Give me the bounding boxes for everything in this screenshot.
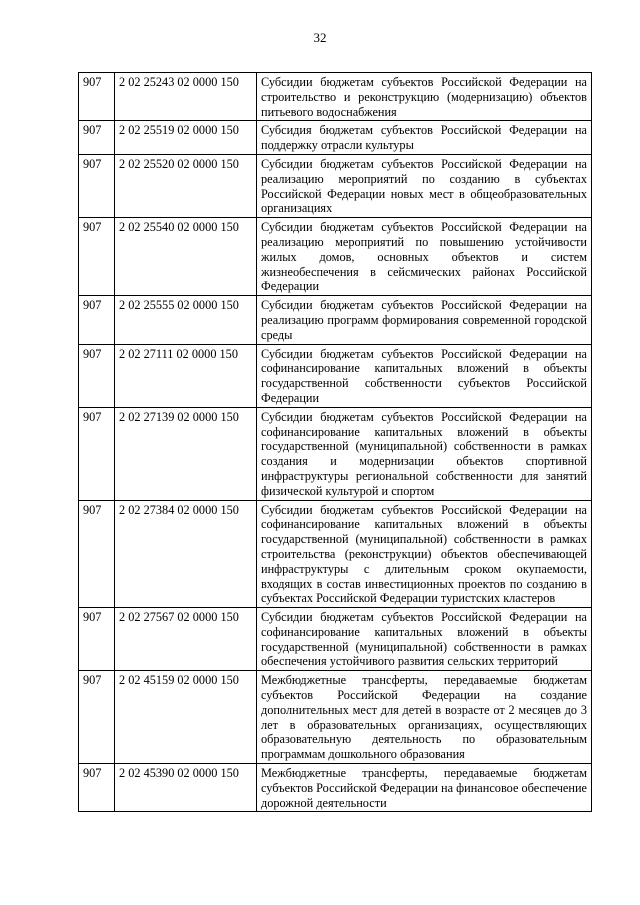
page-number: 32 xyxy=(313,30,327,45)
admin-code-cell: 907 xyxy=(79,344,115,407)
budget-code-cell: 2 02 25555 02 0000 150 xyxy=(115,296,257,344)
income-name-cell: Субсидия бюджетам субъектов Российской Федерации на поддержку отрасли культуры xyxy=(257,121,592,155)
income-name-cell: Субсидии бюджетам субъектов Российской Федерации на софинансирование капитальных вложений в объекты государственной собственности субъектов Российской Федерации xyxy=(257,344,592,407)
table-row xyxy=(79,500,592,608)
budget-codes-table xyxy=(78,72,592,812)
budget-code-cell: 2 02 27111 02 0000 150 xyxy=(115,344,257,407)
table-row xyxy=(79,407,592,500)
income-name-cell: Субсидии бюджетам субъектов Российской Федерации на реализацию мероприятий по повышению устойчивости жилых домов, основных объектов и систем жизнеобеспечения в сейсмических районах Российской Федерации xyxy=(257,218,592,296)
income-name-cell: Субсидии бюджетам субъектов Российской Федерации на строительство и реконструкцию (модернизацию) объектов питьевого водоснабжения xyxy=(257,73,592,121)
income-name-cell: Субсидии бюджетам субъектов Российской Федерации на софинансирование капитальных вложений в объекты государственной (муниципальной) собственности в рамках обеспечения устойчивого развития сельских территорий xyxy=(257,608,592,671)
budget-code-cell: 2 02 45159 02 0000 150 xyxy=(115,671,257,764)
table-row xyxy=(79,154,592,217)
income-name-cell: Субсидии бюджетам субъектов Российской Федерации на реализацию мероприятий по созданию в субъектах Российской Федерации новых мест в общеобразовательных организациях xyxy=(257,154,592,217)
budget-code-cell: 2 02 27384 02 0000 150 xyxy=(115,500,257,608)
income-name-cell: Субсидии бюджетам субъектов Российской Федерации на реализацию программ формирования современной городской среды xyxy=(257,296,592,344)
budget-code-cell: 2 02 25243 02 0000 150 xyxy=(115,73,257,121)
table-row xyxy=(79,344,592,407)
table-row xyxy=(79,671,592,764)
admin-code-cell: 907 xyxy=(79,154,115,217)
admin-code-cell: 907 xyxy=(79,296,115,344)
income-name-cell: Субсидии бюджетам субъектов Российской Федерации на софинансирование капитальных вложений в объекты государственной (муниципальной) собственности в рамках создания и модернизации объектов спортивной инфраструктуры региональной собственности для занятий физической культурой и спортом xyxy=(257,407,592,500)
budget-code-cell: 2 02 25540 02 0000 150 xyxy=(115,218,257,296)
income-name-cell: Субсидии бюджетам субъектов Российской Федерации на софинансирование капитальных вложений в объекты государственной (муниципальной) собственности в рамках строительства (реконструкции) объектов обеспечивающей инфраструктуры с длительным сроком окупаемости, входящих в состав инвестиционных проектов по созданию в субъектах Российской Федерации туристских кластеров xyxy=(257,500,592,608)
budget-code-cell: 2 02 25520 02 0000 150 xyxy=(115,154,257,217)
table-row xyxy=(79,218,592,296)
admin-code-cell: 907 xyxy=(79,218,115,296)
table-row xyxy=(79,764,592,812)
admin-code-cell: 907 xyxy=(79,764,115,812)
table-row xyxy=(79,608,592,671)
budget-code-cell: 2 02 27139 02 0000 150 xyxy=(115,407,257,500)
admin-code-cell: 907 xyxy=(79,121,115,155)
budget-code-cell: 2 02 45390 02 0000 150 xyxy=(115,764,257,812)
admin-code-cell: 907 xyxy=(79,500,115,608)
income-name-cell: Межбюджетные трансферты, передаваемые бюджетам субъектов Российской Федерации на создание дополнительных мест для детей в возрасте от 2 месяцев до 3 лет в образовательных организациях, осуществляющих образовательную деятельность по образовательным программам дошкольного образования xyxy=(257,671,592,764)
admin-code-cell: 907 xyxy=(79,608,115,671)
income-name-cell: Межбюджетные трансферты, передаваемые бюджетам субъектов Российской Федерации на финансовое обеспечение дорожной деятельности xyxy=(257,764,592,812)
admin-code-cell: 907 xyxy=(79,73,115,121)
admin-code-cell: 907 xyxy=(79,407,115,500)
table-row xyxy=(79,73,592,121)
budget-code-cell: 2 02 27567 02 0000 150 xyxy=(115,608,257,671)
table-row xyxy=(79,121,592,155)
table-row xyxy=(79,296,592,344)
budget-code-cell: 2 02 25519 02 0000 150 xyxy=(115,121,257,155)
admin-code-cell: 907 xyxy=(79,671,115,764)
